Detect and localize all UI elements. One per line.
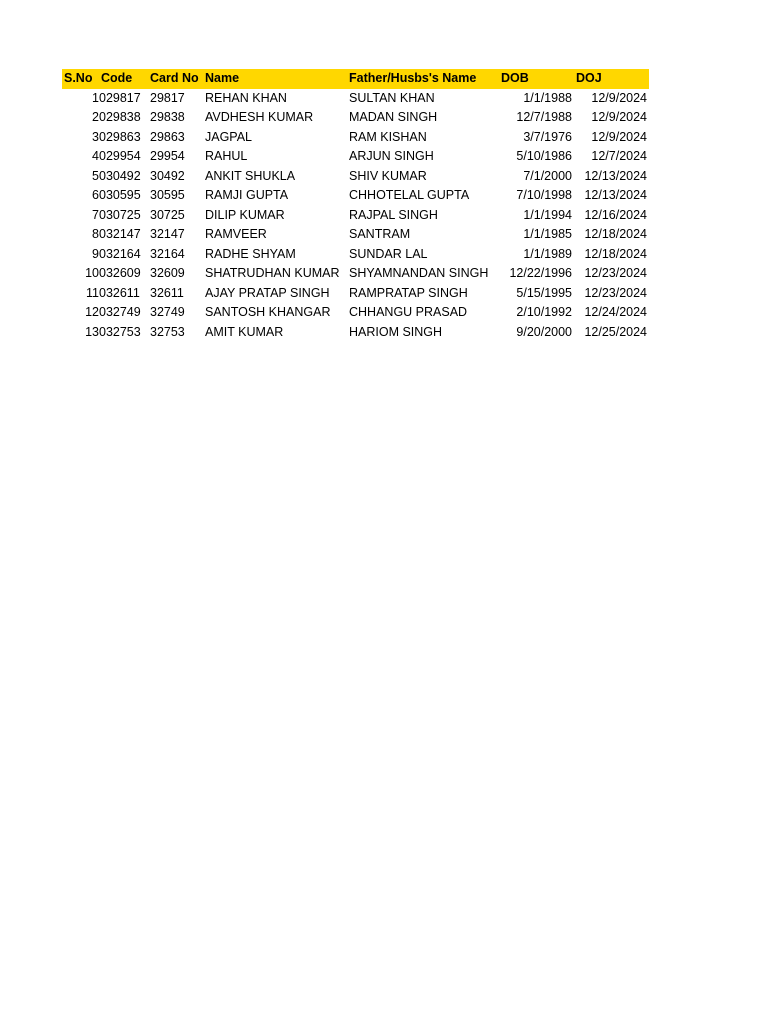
cell-name: RAMVEER bbox=[205, 227, 267, 241]
header-sno: S.No bbox=[64, 71, 93, 85]
cell-name: ANKIT SHUKLA bbox=[205, 168, 296, 183]
cell-card-no: 32164 bbox=[150, 246, 185, 261]
cell-father-name: SHIV KUMAR bbox=[349, 168, 427, 183]
cell-card-no: 32147 bbox=[150, 227, 185, 241]
cell-name: RADHE SHYAM bbox=[205, 246, 296, 261]
cell-name: SHATRUDHAN KUMAR bbox=[205, 266, 340, 280]
cell-sno: 4 bbox=[92, 149, 99, 163]
cell-card-no: 32611 bbox=[150, 285, 184, 300]
cell-sno: 8 bbox=[92, 227, 99, 241]
table-row bbox=[62, 206, 649, 226]
cell-father-name: RAM KISHAN bbox=[349, 129, 427, 144]
cell-name: SANTOSH KHANGAR bbox=[205, 305, 331, 319]
header-code: Code bbox=[101, 71, 133, 85]
cell-doj: 12/9/2024 bbox=[591, 90, 647, 105]
cell-sno: 13 bbox=[85, 324, 99, 339]
cell-code: 030492 bbox=[99, 168, 141, 183]
cell-sno: 10 bbox=[85, 266, 99, 280]
cell-code: 029954 bbox=[99, 149, 141, 163]
cell-dob: 12/22/1996 bbox=[509, 266, 572, 280]
cell-father-name: SUNDAR LAL bbox=[349, 246, 428, 261]
cell-dob: 9/20/2000 bbox=[516, 324, 572, 339]
cell-doj: 12/13/2024 bbox=[584, 188, 647, 202]
cell-father-name: SULTAN KHAN bbox=[349, 90, 435, 105]
table-row bbox=[62, 89, 649, 109]
cell-doj: 12/18/2024 bbox=[584, 227, 647, 241]
cell-code: 029838 bbox=[99, 110, 141, 124]
cell-doj: 12/9/2024 bbox=[591, 129, 647, 144]
cell-dob: 1/1/1989 bbox=[523, 246, 572, 261]
cell-code: 032749 bbox=[99, 305, 141, 319]
cell-code: 032164 bbox=[99, 246, 141, 261]
cell-sno: 9 bbox=[92, 246, 99, 261]
cell-doj: 12/25/2024 bbox=[584, 324, 647, 339]
cell-code: 030725 bbox=[99, 207, 141, 222]
cell-dob: 12/7/1988 bbox=[516, 110, 572, 124]
cell-card-no: 29817 bbox=[150, 90, 185, 105]
cell-sno: 5 bbox=[92, 168, 99, 183]
cell-name: RAHUL bbox=[205, 149, 248, 163]
cell-dob: 1/1/1988 bbox=[523, 90, 572, 105]
cell-card-no: 32749 bbox=[150, 305, 185, 319]
cell-code: 029817 bbox=[99, 90, 141, 105]
cell-code: 032147 bbox=[99, 227, 141, 241]
cell-card-no: 29838 bbox=[150, 110, 185, 124]
table-row bbox=[62, 245, 649, 265]
table-row bbox=[62, 225, 649, 245]
cell-father-name: RAMPRATAP SINGH bbox=[349, 285, 468, 300]
cell-dob: 7/10/1998 bbox=[516, 188, 572, 202]
cell-sno: 3 bbox=[92, 129, 99, 144]
cell-card-no: 30725 bbox=[150, 207, 185, 222]
cell-sno: 2 bbox=[92, 110, 99, 124]
table-row bbox=[62, 284, 649, 304]
employee-table bbox=[62, 69, 649, 342]
cell-sno: 1 bbox=[92, 90, 99, 105]
cell-sno: 7 bbox=[92, 207, 99, 222]
cell-card-no: 30492 bbox=[150, 168, 185, 183]
table-row bbox=[62, 186, 649, 206]
cell-sno: 6 bbox=[92, 188, 99, 202]
table-body bbox=[62, 89, 649, 343]
header-card-no: Card No bbox=[150, 71, 199, 85]
header-row bbox=[62, 69, 649, 89]
employee-sheet bbox=[62, 69, 649, 342]
cell-name: AVDHESH KUMAR bbox=[205, 110, 314, 124]
cell-code: 032611 bbox=[99, 285, 140, 300]
table-row bbox=[62, 303, 649, 323]
cell-dob: 5/15/1995 bbox=[516, 285, 572, 300]
table-row bbox=[62, 147, 649, 167]
cell-father-name: RAJPAL SINGH bbox=[349, 207, 438, 222]
cell-code: 030595 bbox=[99, 188, 141, 202]
cell-dob: 1/1/1994 bbox=[523, 207, 572, 222]
table-row bbox=[62, 323, 649, 343]
header-doj: DOJ bbox=[576, 71, 602, 85]
cell-name: DILIP KUMAR bbox=[205, 207, 285, 222]
cell-father-name: SANTRAM bbox=[349, 227, 411, 241]
cell-father-name: ARJUN SINGH bbox=[349, 149, 434, 163]
cell-doj: 12/23/2024 bbox=[584, 266, 647, 280]
cell-card-no: 29954 bbox=[150, 149, 185, 163]
cell-card-no: 29863 bbox=[150, 129, 185, 144]
cell-card-no: 32753 bbox=[150, 324, 185, 339]
cell-name: REHAN KHAN bbox=[205, 90, 287, 105]
cell-sno: 11 bbox=[86, 285, 99, 300]
cell-name: RAMJI GUPTA bbox=[205, 188, 289, 202]
cell-code: 029863 bbox=[99, 129, 141, 144]
cell-dob: 5/10/1986 bbox=[516, 149, 572, 163]
cell-card-no: 30595 bbox=[150, 188, 185, 202]
cell-father-name: SHYAMNANDAN SINGH bbox=[349, 266, 489, 280]
cell-doj: 12/13/2024 bbox=[584, 168, 647, 183]
cell-doj: 12/18/2024 bbox=[584, 246, 647, 261]
cell-dob: 7/1/2000 bbox=[523, 168, 572, 183]
table-row bbox=[62, 108, 649, 128]
cell-card-no: 32609 bbox=[150, 266, 185, 280]
cell-name: JAGPAL bbox=[205, 129, 253, 144]
cell-father-name: HARIOM SINGH bbox=[349, 324, 443, 339]
cell-father-name: CHHOTELAL GUPTA bbox=[349, 188, 470, 202]
header-father-name: Father/Husbs's Name bbox=[349, 71, 477, 85]
header-name: Name bbox=[205, 71, 240, 85]
cell-father-name: CHHANGU PRASAD bbox=[349, 305, 468, 319]
table-row bbox=[62, 264, 649, 284]
header-dob: DOB bbox=[501, 71, 529, 85]
cell-code: 032609 bbox=[99, 266, 141, 280]
cell-doj: 12/16/2024 bbox=[584, 207, 647, 222]
cell-doj: 12/24/2024 bbox=[584, 305, 647, 319]
cell-father-name: MADAN SINGH bbox=[349, 110, 438, 124]
cell-dob: 2/10/1992 bbox=[516, 305, 572, 319]
cell-name: AMIT KUMAR bbox=[205, 324, 284, 339]
table-row bbox=[62, 167, 649, 187]
table-row bbox=[62, 128, 649, 148]
cell-dob: 3/7/1976 bbox=[523, 129, 572, 144]
cell-sno: 12 bbox=[85, 305, 99, 319]
cell-doj: 12/9/2024 bbox=[591, 110, 647, 124]
cell-code: 032753 bbox=[99, 324, 141, 339]
cell-doj: 12/23/2024 bbox=[584, 285, 647, 300]
cell-doj: 12/7/2024 bbox=[591, 149, 647, 163]
cell-dob: 1/1/1985 bbox=[523, 227, 572, 241]
cell-name: AJAY PRATAP SINGH bbox=[205, 285, 330, 300]
